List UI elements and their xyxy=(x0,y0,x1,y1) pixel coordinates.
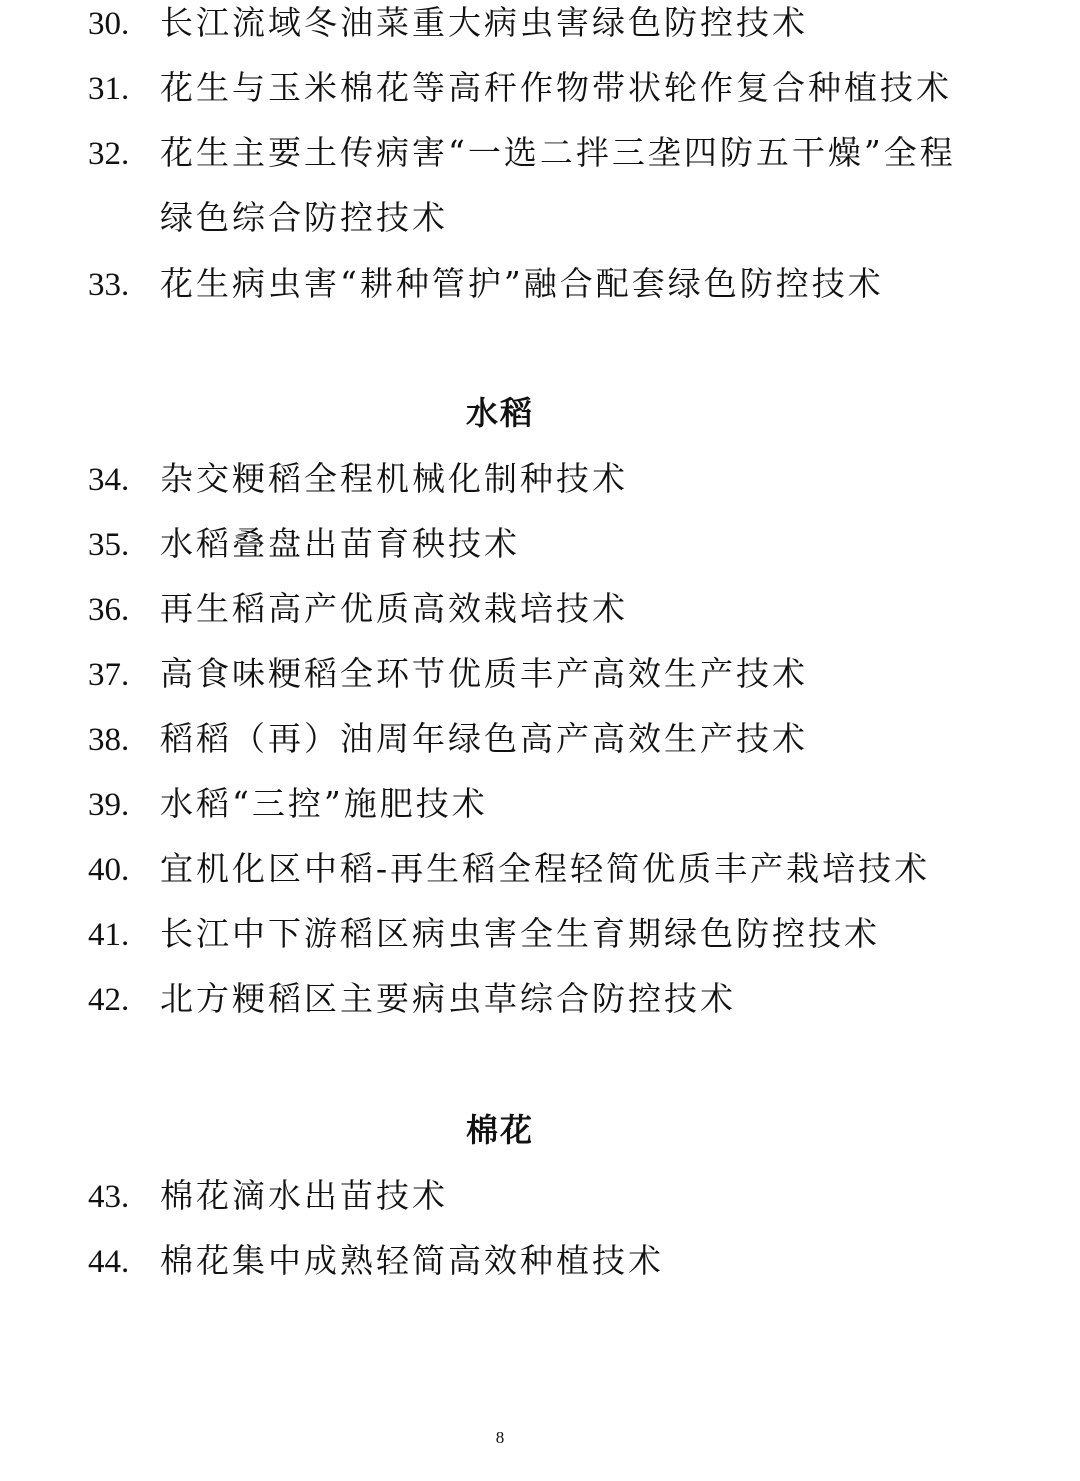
item-text: 棉花集中成熟轻简高效种植技术 xyxy=(160,1241,664,1280)
item-text: 长江中下游稻区病虫害全生育期绿色防控技术 xyxy=(160,914,880,953)
list-item xyxy=(88,1228,1018,1295)
list-item xyxy=(88,55,1018,122)
list-item xyxy=(88,901,1018,968)
list-item xyxy=(88,706,1018,773)
item-number: 35. xyxy=(88,527,130,563)
item-number: 42. xyxy=(88,982,130,1018)
page-number: 8 xyxy=(495,1428,505,1447)
item-text: 花生病虫害“耕种管护”融合配套绿色防控技术 xyxy=(160,264,884,303)
item-number: 30. xyxy=(88,6,130,42)
item-text: 花生与玉米棉花等高秆作物带状轮作复合种植技术 xyxy=(160,68,952,107)
list-item xyxy=(88,836,1018,903)
list-item xyxy=(88,446,1018,513)
item-text: 北方粳稻区主要病虫草综合防控技术 xyxy=(160,979,736,1018)
list-item xyxy=(88,120,1018,250)
item-text: 棉花滴水出苗技术 xyxy=(160,1176,448,1215)
list-item xyxy=(88,511,1018,578)
section-heading-rice: 水稻 xyxy=(465,394,534,432)
item-number: 44. xyxy=(88,1244,130,1280)
item-text: 杂交粳稻全程机械化制种技术 xyxy=(160,459,628,498)
list-item xyxy=(88,251,1018,318)
list-item xyxy=(88,1163,1018,1230)
item-number: 39. xyxy=(88,787,130,823)
item-number: 37. xyxy=(88,657,130,693)
list-item xyxy=(88,576,1018,643)
item-number: 38. xyxy=(88,722,130,758)
list-item xyxy=(88,0,1018,57)
item-text: 再生稻高产优质高效栽培技术 xyxy=(160,589,628,628)
item-number: 40. xyxy=(88,852,130,888)
item-number: 34. xyxy=(88,462,130,498)
list-item xyxy=(88,771,1018,838)
item-number: 43. xyxy=(88,1179,130,1215)
section-heading-cotton: 棉花 xyxy=(465,1111,534,1149)
item-text: 水稻叠盘出苗育秧技术 xyxy=(160,524,520,563)
item-number: 32. xyxy=(88,136,130,172)
item-text: 水稻“三控”施肥技术 xyxy=(160,784,488,823)
item-text: 高食味粳稻全环节优质丰产高效生产技术 xyxy=(160,654,808,693)
item-number: 31. xyxy=(88,71,130,107)
item-text: 稻稻（再）油周年绿色高产高效生产技术 xyxy=(160,719,808,758)
item-text: 花生主要土传病害“一选二拌三垄四防五干燥”全程绿色综合防控技术 xyxy=(160,133,956,237)
item-number: 36. xyxy=(88,592,130,628)
item-number: 41. xyxy=(88,917,130,953)
item-number: 33. xyxy=(88,267,130,303)
list-item xyxy=(88,966,1018,1033)
list-item xyxy=(88,641,1018,708)
item-text: 宜机化区中稻-再生稻全程轻简优质丰产栽培技术 xyxy=(160,849,931,888)
item-text: 长江流域冬油菜重大病虫害绿色防控技术 xyxy=(160,3,808,42)
